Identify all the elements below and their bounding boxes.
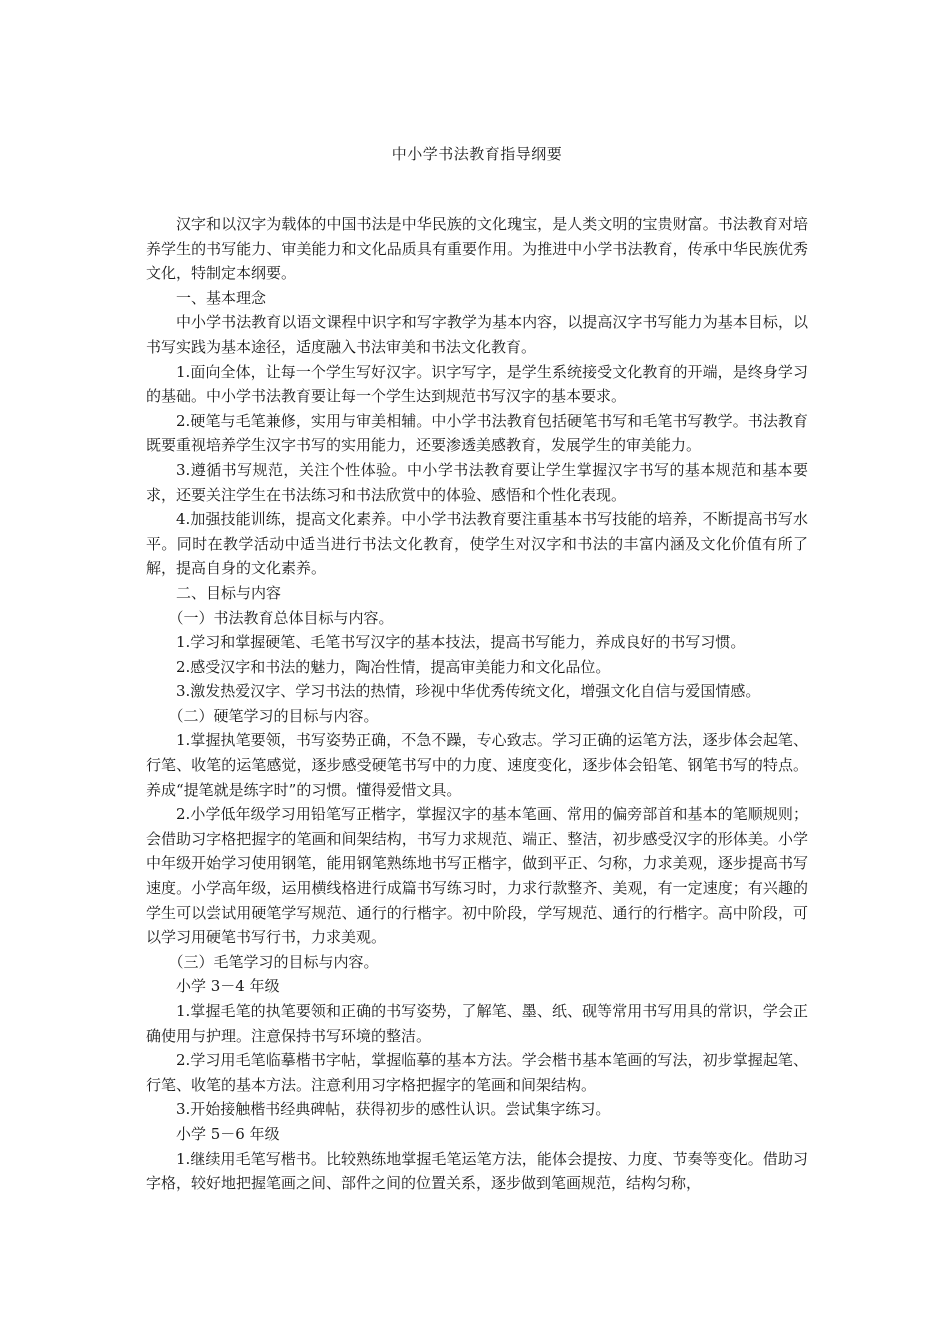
list-item: 2.硬笔与毛笔兼修，实用与审美相辅。中小学书法教育包括硬笔书写和毛笔书写教学。书法教育既要重视培养学生汉字书写的实用能力，还要渗透美感教育，发展学生的审美能力。 (146, 411, 808, 455)
paragraph: 中小学书法教育以语文课程中识字和写字教学为基本内容，以提高汉字书写能力为基本目标，以书写实践为基本途径，适度融入书法审美和书法文化教育。 (146, 313, 808, 356)
list-item: 2.学习用毛笔临摹楷书字帖，掌握临摹的基本方法。学会楷书基本笔画的写法，初步掌握起笔、行笔、收笔的基本方法。注意利用习字格把握字的笔画和间架结构。 (146, 1051, 808, 1094)
intro-paragraph: 汉字和以汉字为载体的中国书法是中华民族的文化瑰宝，是人类文明的宝贵财富。书法教育对培养学生的书写能力、审美能力和文化品质具有重要作用。为推进中小学书法教育，传承中华民族优秀文化，特制定本纲要。 (146, 215, 808, 283)
grade-heading: 小学 3－4 年级 (176, 977, 280, 996)
subsection-heading: （三）毛笔学习的目标与内容。 (168, 952, 379, 971)
section-heading-basic-concepts: 一、基本理念 (176, 288, 267, 307)
list-item: 1.学习和掌握硬笔、毛笔书写汉字的基本技法，提高书写能力，养成良好的书写习惯。 (176, 633, 746, 652)
list-item: 1.继续用毛笔写楷书。比较熟练地掌握毛笔运笔方法，能体会提按、力度、节奏等变化。借助习字格，较好地把握笔画之间、部件之间的位置关系，逐步做到笔画规范，结构匀称， (146, 1149, 808, 1193)
list-item: 3.开始接触楷书经典碑帖，获得初步的感性认识。尝试集字练习。 (176, 1100, 611, 1119)
list-item: 4.加强技能训练，提高文化素养。中小学书法教育要注重基本书写技能的培养，不断提高书写水平。同时在教学活动中适当进行书法文化教育，使学生对汉字和书法的丰富内涵及文化价值有所了解，提高自身的文化素养。 (146, 510, 808, 578)
document-body (146, 212, 808, 1196)
subsection-heading: （二）硬笔学习的目标与内容。 (168, 706, 379, 725)
list-item: 3.遵循书写规范，关注个性体验。中小学书法教育要让学生掌握汉字书写的基本规范和基本要求，还要关注学生在书法练习和书法欣赏中的体验、感悟和个性化表现。 (146, 460, 808, 504)
list-item: 3.激发热爱汉字、学习书法的热情，珍视中华优秀传统文化，增强文化自信与爱国情感。 (176, 682, 761, 701)
list-item: 2.感受汉字和书法的魅力，陶冶性情，提高审美能力和文化品位。 (176, 657, 611, 676)
list-item: 1.掌握执笔要领，书写姿势正确，不急不躁，专心致志。学习正确的运笔方法，逐步体会起笔、行笔、收笔的运笔感觉，逐步感受硬笔书写中的力度、速度变化，逐步体会铅笔、钢笔书写的特点。养成“提笔就是练字时”的习惯。懂得爱惜文具。 (146, 731, 808, 799)
list-item: 1.面向全体，让每一个学生写好汉字。识字写字，是学生系统接受文化教育的开端，是终身学习的基础。中小学书法教育要让每一个学生达到规范书写汉字的基本要求。 (146, 362, 808, 406)
subsection-heading: （一）书法教育总体目标与内容。 (168, 608, 394, 627)
section-heading-goals-content: 二、目标与内容 (176, 583, 282, 602)
grade-heading: 小学 5－6 年级 (176, 1124, 280, 1143)
list-item: 2.小学低年级学习用铅笔写正楷字，掌握汉字的基本笔画、常用的偏旁部首和基本的笔顺规则；会借助习字格把握字的笔画和间架结构，书写力求规范、端正、整洁，初步感受汉字的形体美。小学中年级开始学习使用钢笔，能用钢笔熟练地书写正楷字，做到平正、匀称，力求美观，逐步提高书写速度。小学高年级，运用横线格进行成篇书写练习时，力求行款整齐、美观，有一定速度；有兴趣的学生可以尝试用硬笔学写规范、通行的行楷字。初中阶段，学写规范、通行的行楷字。高中阶段，可以学习用硬笔书写行书，力求美观。 (146, 805, 808, 947)
document-title: 中小学书法教育指导纲要 (391, 145, 563, 163)
list-item: 1.掌握毛笔的执笔要领和正确的书写姿势，了解笔、墨、纸、砚等常用书写用具的常识，学会正确使用与护理。注意保持书写环境的整洁。 (146, 1002, 808, 1045)
